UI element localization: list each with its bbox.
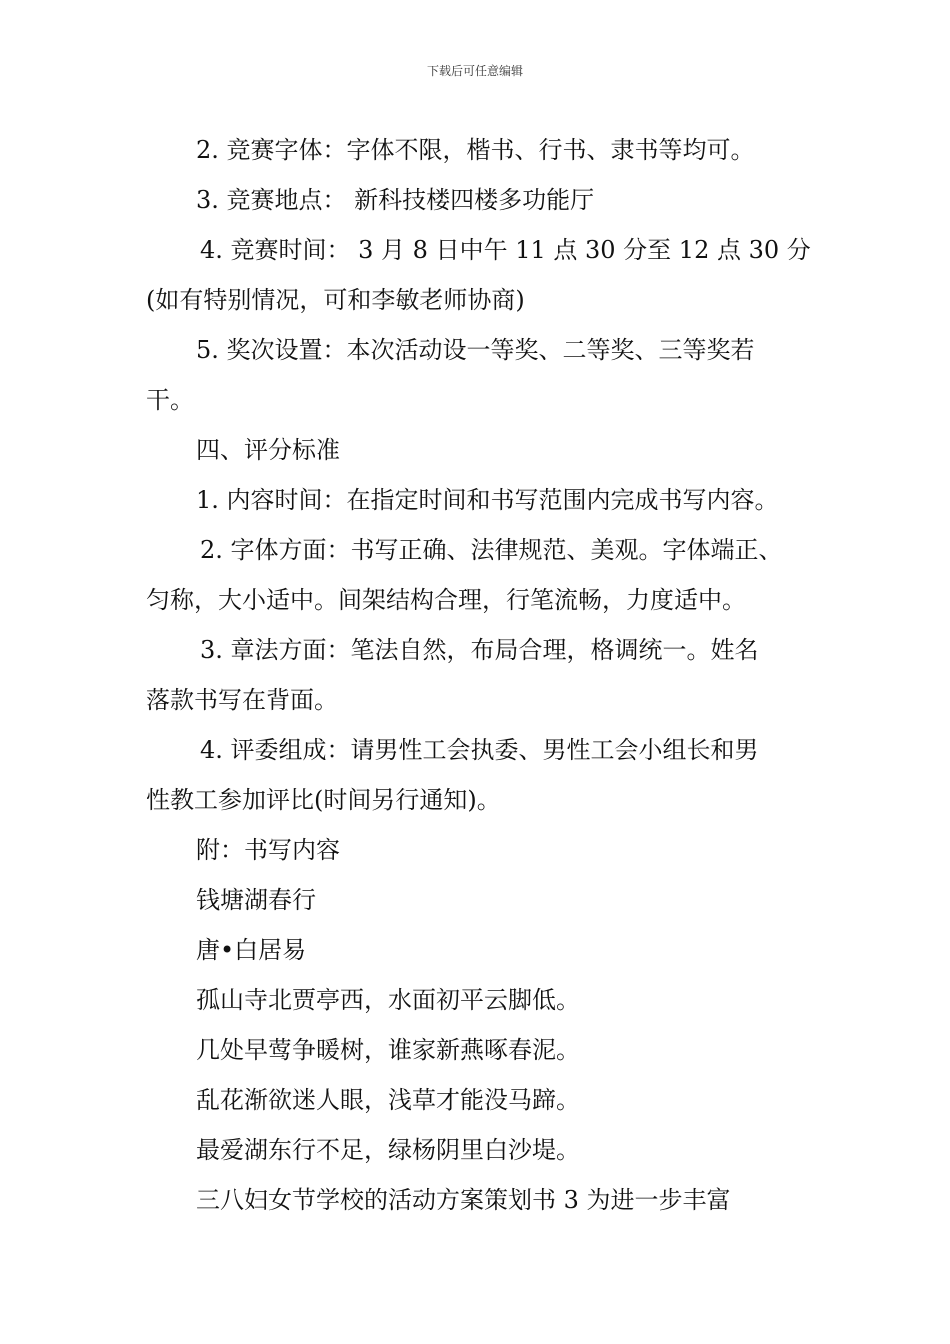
paragraph-line: 5. 奖次设置：本次活动设一等奖、二等奖、三等奖若 — [196, 336, 755, 364]
poem-line: 最爱湖东行不足，绿杨阴里白沙堤。 — [196, 1136, 580, 1164]
paragraph-line: 落款书写在背面。 — [146, 686, 338, 714]
poem-line: 几处早莺争暖树，谁家新燕啄春泥。 — [196, 1036, 580, 1064]
section-heading: 四、评分标准 — [196, 436, 340, 464]
paragraph-line: (如有特别情况，可和李敏老师协商) — [146, 286, 525, 314]
appendix-heading: 附：书写内容 — [196, 836, 340, 864]
page-header-note: 下载后可任意编辑 — [426, 64, 523, 78]
paragraph-line: 匀称，大小适中。间架结构合理，行笔流畅，力度适中。 — [146, 586, 746, 614]
paragraph-line: 4. 竞赛时间： 3 月 8 日中午 11 点 30 分至 12 点 30 分 — [200, 236, 811, 264]
paragraph-line: 干。 — [146, 386, 194, 414]
document-body — [146, 125, 810, 1225]
paragraph-line: 2. 竞赛字体：字体不限，楷书、行书、隶书等均可。 — [196, 136, 755, 164]
paragraph-line: 3. 章法方面：笔法自然，布局合理，格调统一。姓名 — [200, 636, 759, 664]
paragraph-line: 1. 内容时间：在指定时间和书写范围内完成书写内容。 — [196, 486, 779, 514]
poem-line: 乱花渐欲迷人眼，浅草才能没马蹄。 — [196, 1086, 580, 1114]
paragraph-line: 2. 字体方面：书写正确、法律规范、美观。字体端正、 — [200, 536, 783, 564]
paragraph-line: 三八妇女节学校的活动方案策划书 3 为进一步丰富 — [196, 1186, 731, 1214]
paragraph-line: 3. 竞赛地点： 新科技楼四楼多功能厅 — [196, 186, 595, 214]
poem-author: 唐•白居易 — [196, 936, 307, 964]
paragraph-line: 性教工参加评比(时间另行通知)。 — [146, 786, 501, 814]
poem-line: 孤山寺北贾亭西，水面初平云脚低。 — [196, 986, 580, 1014]
poem-title: 钱塘湖春行 — [196, 886, 316, 914]
paragraph-line: 4. 评委组成：请男性工会执委、男性工会小组长和男 — [200, 736, 759, 764]
